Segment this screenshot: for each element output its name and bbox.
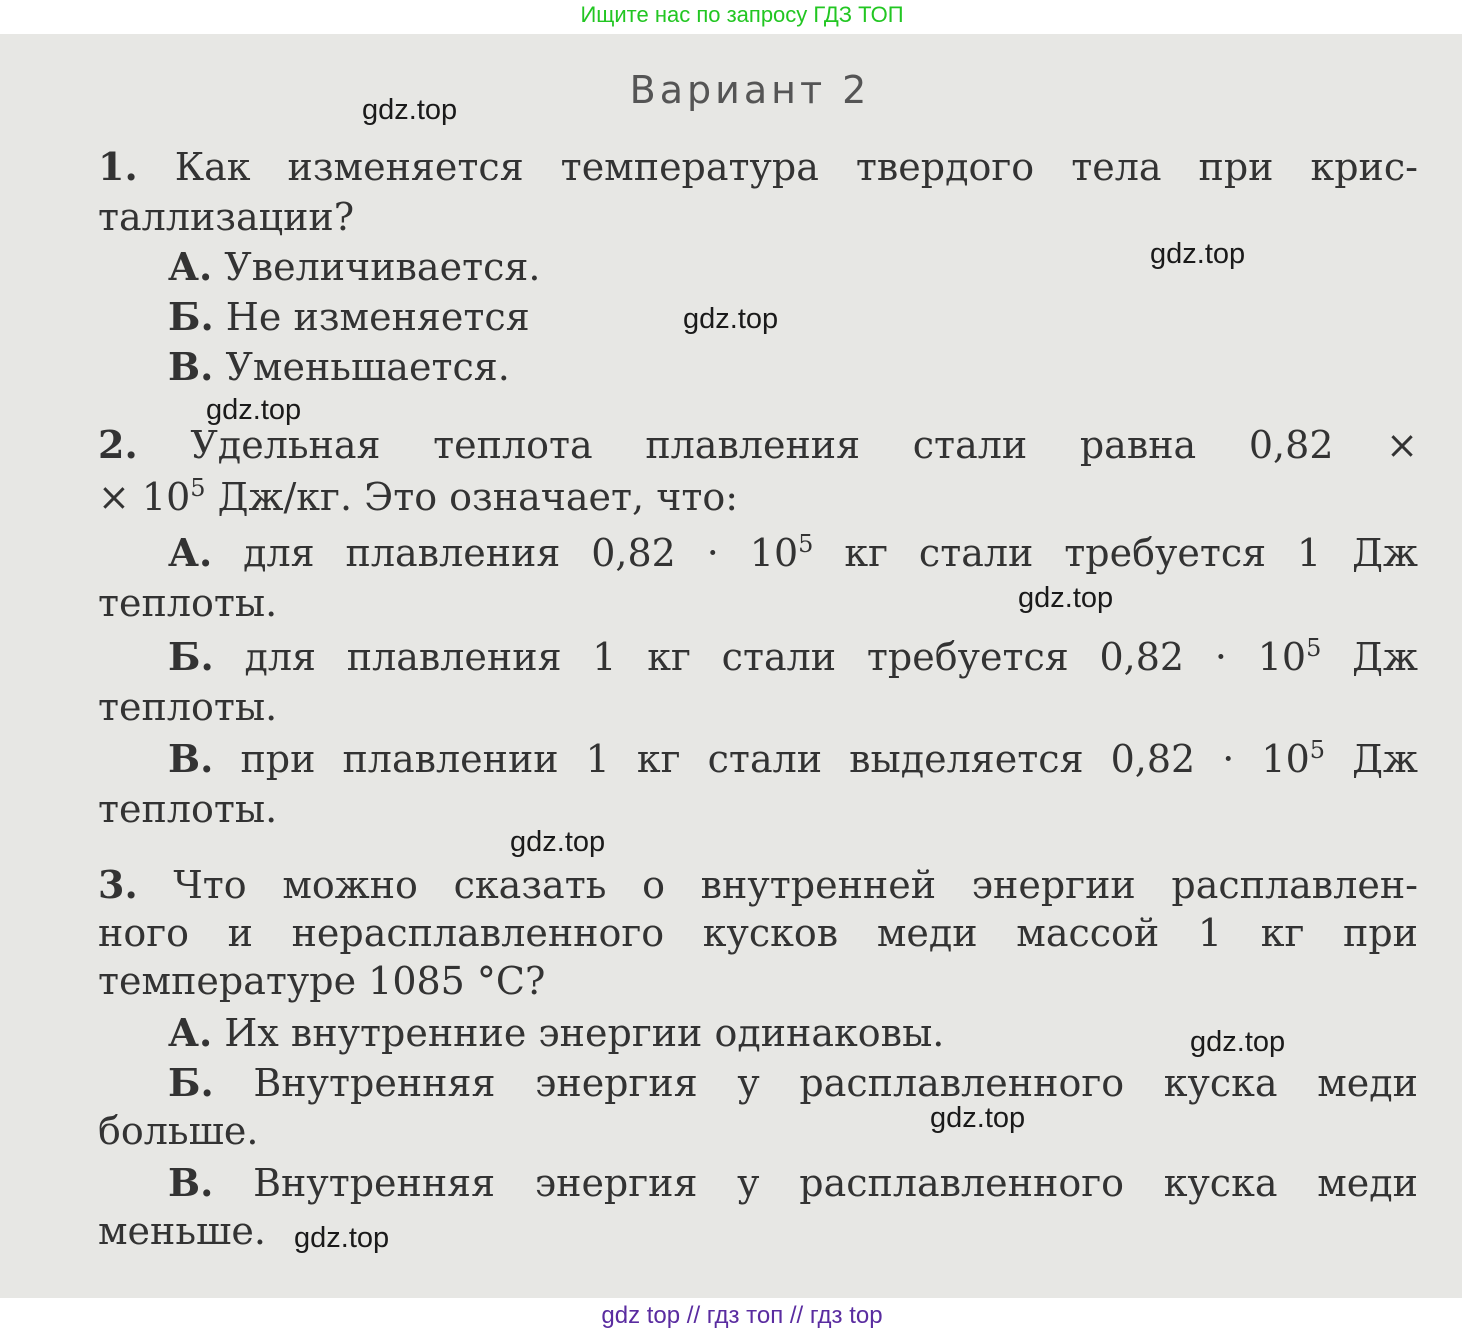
q2-option-a-text-1: для плавления 0,82 · 10 [243,531,799,575]
q3-number: 3. [98,862,138,907]
q1-option-c-label: В. [168,344,214,389]
q2-option-a [168,528,1418,578]
q2-text-2b: Дж/кг. Это означает, что: [205,475,739,519]
q3-option-b-cont: больше. [98,1109,259,1153]
q2-option-b-text-1: для плавления 1 кг стали требуется 0,82 · 10 [244,635,1307,679]
q2-option-b-label: Б. [168,634,214,679]
q3-option-b-text: Внутренняя энергия у расплавленного куска меди [253,1061,1418,1105]
q3-option-a-label: А. [168,1010,213,1055]
q2-option-c [168,734,1418,784]
watermark: gdz.top [294,1222,390,1254]
q2-option-b-cont: теплоты. [98,685,278,729]
q2-option-a-cont: теплоты. [98,581,278,625]
q2-option-b [168,632,1418,682]
watermark: gdz.top [683,303,779,335]
q2-line-2 [98,472,1418,522]
q3-text-3: температуре 1085 °С? [98,959,546,1003]
q3-option-b [168,1058,1418,1108]
q1-number: 1. [98,144,138,189]
q1-option-b [168,292,1418,342]
q3-option-c-cont: меньше. [98,1209,266,1253]
exponent: 5 [1309,736,1326,764]
q3-text-1: Что можно сказать о внутренней энергии расплавлен- [173,863,1418,907]
watermark: gdz.top [1150,238,1246,270]
watermark: gdz.top [1190,1026,1286,1058]
q1-text-1: Как изменяется температура твердого тела при крис- [174,145,1418,189]
q2-text-2a: × 10 [98,475,191,519]
q2-number: 2. [98,422,138,467]
q2-line-1 [98,420,1418,470]
q3-text-2: ного и нерасплавленного кусков меди массой 1 кг при [98,911,1418,955]
q3-option-c-label: В. [168,1160,214,1205]
q3-option-c [168,1158,1418,1208]
exponent: 5 [190,474,206,502]
q2-text-1: Удельная теплота плавления стали равна 0,82 × [190,423,1418,467]
watermark: gdz.top [930,1102,1026,1134]
q1-option-c [168,342,1418,392]
variant-title: Вариант 2 [629,68,871,112]
top-banner: Ищите нас по запросу ГДЗ ТОП [580,2,904,27]
watermark: gdz.top [206,394,302,426]
exponent: 5 [798,530,814,558]
q2-option-a-label: А. [168,530,213,575]
q2-option-b-text-2: Дж [1321,635,1418,679]
q1-option-b-text: Не изменяется [225,295,530,339]
q2-option-c-text-2: Дж [1325,737,1418,781]
q1-option-c-text: Уменьшается. [225,345,510,389]
watermark: gdz.top [1018,582,1114,614]
watermark: gdz.top [362,94,458,126]
q1-option-a-label: А. [168,244,213,289]
q1-option-b-label: Б. [168,294,214,339]
bottom-banner: gdz top // гдз топ // гдз top [601,1302,883,1329]
q1-line-1 [98,142,1418,192]
q3-line-1 [98,860,1418,910]
q2-option-a-text-2: кг стали требуется 1 Дж [813,531,1418,575]
q3-option-b-label: Б. [168,1060,214,1105]
watermark: gdz.top [510,826,606,858]
q2-option-c-cont: теплоты. [98,787,278,831]
q1-option-a-text: Увеличивается. [224,245,541,289]
q2-option-c-label: В. [168,736,214,781]
exponent: 5 [1306,634,1322,662]
q3-option-c-text: Внутренняя энергия у расплавленного куска меди [253,1161,1418,1205]
q2-option-c-text-1: при плавлении 1 кг стали выделяется 0,82 · 10 [240,737,1310,781]
q3-option-a-text: Их внутренние энергии одинаковы. [224,1011,945,1055]
q1-text-2: таллизации? [98,195,355,239]
